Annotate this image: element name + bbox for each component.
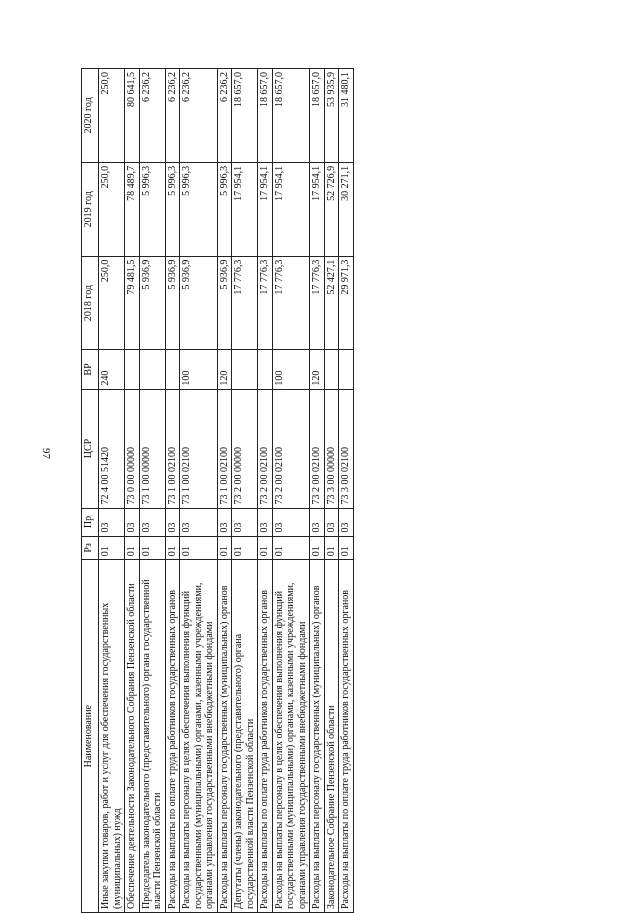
cell-csr: 73 2 00 00000 <box>232 389 258 508</box>
cell-2020: 6 236,2 <box>180 69 218 163</box>
cell-2018: 5 936,9 <box>165 256 180 350</box>
cell-2018: 17 776,3 <box>272 256 310 350</box>
cell-2020: 250,0 <box>99 69 125 163</box>
cell-csr: 73 2 00 02100 <box>272 389 310 508</box>
cell-name: Расходы на выплаты персоналу государственных (муниципальных) органов <box>310 560 325 913</box>
header-rz: Рз <box>82 536 99 560</box>
cell-rz: 01 <box>310 536 325 560</box>
table-row <box>139 69 165 913</box>
table-container <box>81 68 528 913</box>
cell-2019: 17 954,1 <box>232 162 258 256</box>
cell-name: Расходы на выплаты персоналу государственных (муниципальных) органов <box>217 560 232 913</box>
cell-pr: 03 <box>272 508 310 536</box>
cell-rz: 01 <box>339 536 354 560</box>
table-body <box>99 69 354 913</box>
header-2019: 2019 год <box>82 162 99 256</box>
cell-vr: 120 <box>217 350 232 389</box>
cell-2018: 5 936,9 <box>180 256 218 350</box>
cell-2019: 5 996,3 <box>180 162 218 256</box>
cell-vr <box>258 350 273 389</box>
cell-vr: 240 <box>99 350 125 389</box>
cell-2019: 17 954,1 <box>310 162 325 256</box>
cell-2020: 18 657,0 <box>272 69 310 163</box>
page-number: 97 <box>40 448 52 459</box>
cell-pr: 03 <box>165 508 180 536</box>
table-row <box>165 69 180 913</box>
cell-pr: 03 <box>125 508 140 536</box>
cell-2020: 18 657,0 <box>258 69 273 163</box>
table-row <box>258 69 273 913</box>
cell-name: Председатель законодательного (представительного) органа государственной власти Пензенской области <box>139 560 165 913</box>
table-row <box>99 69 125 913</box>
cell-csr: 73 3 00 00000 <box>324 389 339 508</box>
header-csr: ЦСР <box>82 389 99 508</box>
cell-vr <box>339 350 354 389</box>
cell-csr: 73 1 00 02100 <box>180 389 218 508</box>
cell-2019: 52 726,9 <box>324 162 339 256</box>
cell-2019: 5 996,3 <box>165 162 180 256</box>
table-row <box>232 69 258 913</box>
cell-pr: 03 <box>139 508 165 536</box>
cell-csr: 73 1 00 00000 <box>139 389 165 508</box>
cell-rz: 01 <box>125 536 140 560</box>
cell-name: Иные закупки товаров, работ и услуг для обеспечения государственных (муниципальных) нужд <box>99 560 125 913</box>
cell-2020: 31 480,1 <box>339 69 354 163</box>
cell-2019: 30 271,1 <box>339 162 354 256</box>
cell-pr: 03 <box>217 508 232 536</box>
cell-2018: 17 776,3 <box>310 256 325 350</box>
cell-rz: 01 <box>232 536 258 560</box>
cell-vr: 100 <box>272 350 310 389</box>
table-row <box>324 69 339 913</box>
table-row <box>339 69 354 913</box>
cell-csr: 73 2 00 02100 <box>258 389 273 508</box>
cell-2018: 79 481,5 <box>125 256 140 350</box>
cell-2020: 18 657,0 <box>310 69 325 163</box>
cell-vr: 100 <box>180 350 218 389</box>
header-pr: Пр <box>82 508 99 536</box>
cell-vr <box>125 350 140 389</box>
header-2020: 2020 год <box>82 69 99 163</box>
cell-name: Расходы на выплаты по оплате труда работников государственных органов <box>339 560 354 913</box>
cell-2018: 250,0 <box>99 256 125 350</box>
cell-name: Расходы на выплаты персоналу в целях обеспечения выполнения функций государственными (муниципальными) органами, казенными учреждениями, органами управления государственными внебюджетными фондами <box>272 560 310 913</box>
cell-vr <box>232 350 258 389</box>
cell-vr <box>324 350 339 389</box>
cell-vr <box>165 350 180 389</box>
cell-2020: 53 935,9 <box>324 69 339 163</box>
cell-rz: 01 <box>258 536 273 560</box>
cell-name: Депутаты (члены) законодательного (представительного) органа государственной власти Пензенской области <box>232 560 258 913</box>
cell-pr: 03 <box>310 508 325 536</box>
cell-csr: 73 0 00 00000 <box>125 389 140 508</box>
cell-csr: 73 1 00 02100 <box>217 389 232 508</box>
cell-vr <box>139 350 165 389</box>
header-vr: ВР <box>82 350 99 389</box>
cell-2019: 250,0 <box>99 162 125 256</box>
cell-name: Расходы на выплаты персоналу в целях обеспечения выполнения функций государственными (муниципальными) органами, казенными учреждениями, органами управления государственными внебюджетными фондами <box>180 560 218 913</box>
cell-name: Расходы на выплаты по оплате труда работников государственных органов <box>258 560 273 913</box>
cell-rz: 01 <box>217 536 232 560</box>
cell-csr: 72 4 00 51420 <box>99 389 125 508</box>
cell-2018: 17 776,3 <box>258 256 273 350</box>
table-row <box>310 69 325 913</box>
cell-pr: 03 <box>99 508 125 536</box>
cell-2018: 5 936,9 <box>139 256 165 350</box>
cell-vr: 120 <box>310 350 325 389</box>
cell-rz: 01 <box>165 536 180 560</box>
cell-csr: 73 2 00 02100 <box>310 389 325 508</box>
cell-2019: 78 489,7 <box>125 162 140 256</box>
cell-rz: 01 <box>99 536 125 560</box>
table-header-row <box>82 69 99 913</box>
cell-rz: 01 <box>180 536 218 560</box>
table-row <box>272 69 310 913</box>
cell-2018: 5 936,9 <box>217 256 232 350</box>
header-name: Наименование <box>82 560 99 913</box>
cell-rz: 01 <box>272 536 310 560</box>
cell-2018: 29 971,3 <box>339 256 354 350</box>
cell-name: Расходы на выплаты по оплате труда работников государственных органов <box>165 560 180 913</box>
cell-name: Законодательное Собрание Пензенской области <box>324 560 339 913</box>
cell-csr: 73 1 00 02100 <box>165 389 180 508</box>
cell-csr: 73 3 00 02100 <box>339 389 354 508</box>
cell-2020: 18 657,0 <box>232 69 258 163</box>
cell-2018: 17 776,3 <box>232 256 258 350</box>
table-row <box>217 69 232 913</box>
table-row <box>180 69 218 913</box>
cell-pr: 03 <box>258 508 273 536</box>
cell-rz: 01 <box>139 536 165 560</box>
cell-2018: 52 427,1 <box>324 256 339 350</box>
cell-pr: 03 <box>232 508 258 536</box>
cell-2020: 6 236,2 <box>217 69 232 163</box>
cell-pr: 03 <box>324 508 339 536</box>
cell-2020: 6 236,2 <box>139 69 165 163</box>
cell-2019: 17 954,1 <box>258 162 273 256</box>
table-row <box>125 69 140 913</box>
cell-pr: 03 <box>180 508 218 536</box>
budget-table <box>81 68 354 913</box>
header-2018: 2018 год <box>82 256 99 350</box>
cell-pr: 03 <box>339 508 354 536</box>
cell-name: Обеспечение деятельности Законодательного Собрания Пензенской области <box>125 560 140 913</box>
cell-2020: 80 641,5 <box>125 69 140 163</box>
cell-2019: 17 954,1 <box>272 162 310 256</box>
cell-2019: 5 996,3 <box>217 162 232 256</box>
cell-rz: 01 <box>324 536 339 560</box>
cell-2019: 5 996,3 <box>139 162 165 256</box>
cell-2020: 6 236,2 <box>165 69 180 163</box>
